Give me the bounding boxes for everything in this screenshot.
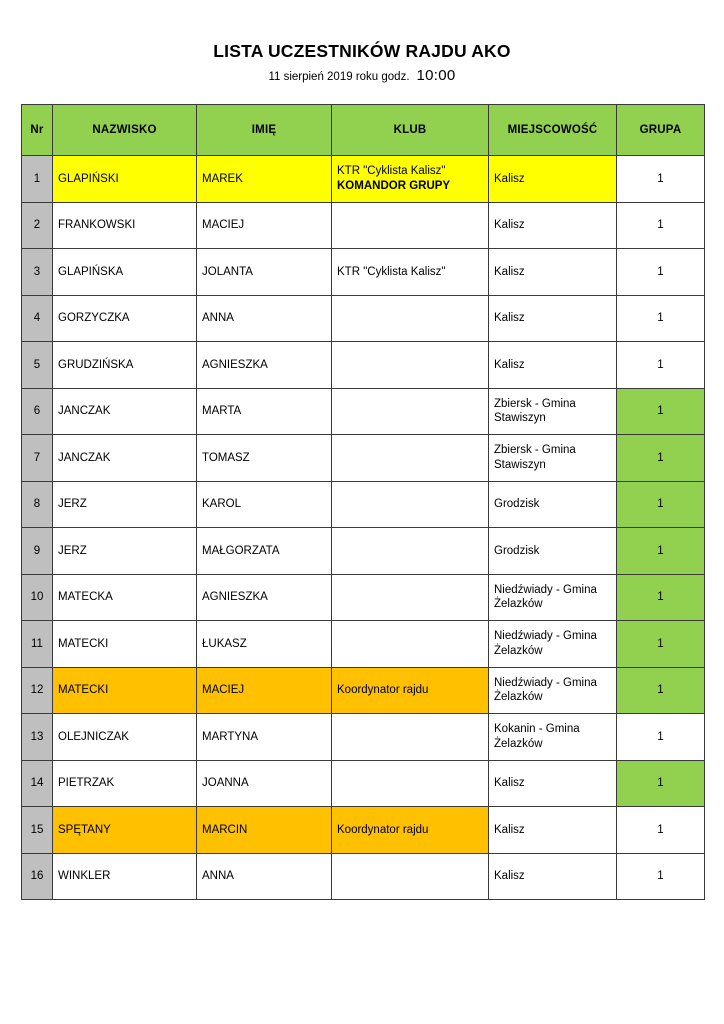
cell-imie: ANNA	[197, 295, 332, 342]
cell-nr: 6	[22, 388, 53, 435]
table-row	[22, 202, 705, 249]
cell-imie: MARTYNA	[197, 714, 332, 761]
table-row	[22, 574, 705, 621]
table-row	[22, 342, 705, 389]
cell-grupa: 1	[617, 574, 705, 621]
cell-nazwisko: OLEJNICZAK	[53, 714, 197, 761]
document-header	[0, 0, 724, 85]
cell-imie: MAREK	[197, 156, 332, 203]
cell-grupa: 1	[617, 156, 705, 203]
table-row	[22, 388, 705, 435]
column-header-nr: Nr	[22, 105, 53, 156]
table-row	[22, 156, 705, 203]
cell-imie: JOLANTA	[197, 249, 332, 296]
cell-imie: KAROL	[197, 481, 332, 528]
cell-klub	[332, 621, 489, 668]
cell-imie: ŁUKASZ	[197, 621, 332, 668]
table-row	[22, 760, 705, 807]
table-row	[22, 853, 705, 900]
column-header-grupa: GRUPA	[617, 105, 705, 156]
cell-grupa: 1	[617, 760, 705, 807]
cell-miejscowosc: Kalisz	[489, 760, 617, 807]
cell-nazwisko: MATECKI	[53, 667, 197, 714]
cell-nazwisko: MATECKA	[53, 574, 197, 621]
cell-grupa: 1	[617, 667, 705, 714]
cell-nr: 10	[22, 574, 53, 621]
cell-nazwisko: MATECKI	[53, 621, 197, 668]
cell-klub	[332, 667, 489, 714]
cell-grupa: 1	[617, 853, 705, 900]
cell-klub	[332, 388, 489, 435]
cell-klub	[332, 202, 489, 249]
cell-klub-line-1: Koordynator rajdu	[337, 823, 429, 836]
column-header-klub: KLUB	[332, 105, 489, 156]
cell-miejscowosc: Kalisz	[489, 295, 617, 342]
cell-klub	[332, 574, 489, 621]
cell-imie: TOMASZ	[197, 435, 332, 482]
cell-miejscowosc: Kalisz	[489, 156, 617, 203]
cell-miejscowosc: Kokanin - Gmina Żelazków	[489, 714, 617, 761]
cell-nr: 1	[22, 156, 53, 203]
cell-nazwisko: JERZ	[53, 481, 197, 528]
cell-miejscowosc: Niedźwiady - Gmina Żelazków	[489, 667, 617, 714]
table-row	[22, 621, 705, 668]
cell-klub	[332, 435, 489, 482]
cell-nr: 5	[22, 342, 53, 389]
cell-nr: 8	[22, 481, 53, 528]
cell-nr: 11	[22, 621, 53, 668]
table-row	[22, 481, 705, 528]
cell-imie: AGNIESZKA	[197, 574, 332, 621]
cell-klub-line-1: KTR "Cyklista Kalisz"	[337, 165, 446, 178]
cell-nazwisko: SPĘTANY	[53, 807, 197, 854]
cell-miejscowosc: Grodzisk	[489, 528, 617, 575]
cell-imie: MACIEJ	[197, 667, 332, 714]
cell-grupa: 1	[617, 528, 705, 575]
cell-klub-line-2: KOMANDOR GRUPY	[337, 179, 451, 192]
cell-imie: MARCIN	[197, 807, 332, 854]
cell-nr: 15	[22, 807, 53, 854]
cell-nr: 13	[22, 714, 53, 761]
column-header-miejscowosc: MIEJSCOWOŚĆ	[489, 105, 617, 156]
cell-nazwisko: JERZ	[53, 528, 197, 575]
cell-klub	[332, 481, 489, 528]
cell-grupa: 1	[617, 807, 705, 854]
cell-klub	[332, 853, 489, 900]
cell-imie: ANNA	[197, 853, 332, 900]
cell-nr: 3	[22, 249, 53, 296]
page-title: LISTA UCZESTNIKÓW RAJDU AKO	[213, 41, 511, 61]
cell-miejscowosc: Niedźwiady - Gmina Żelazków	[489, 621, 617, 668]
cell-grupa: 1	[617, 435, 705, 482]
cell-miejscowosc: Zbiersk - Gmina Stawiszyn	[489, 435, 617, 482]
cell-miejscowosc: Kalisz	[489, 807, 617, 854]
cell-klub	[332, 156, 489, 203]
table-header-row	[22, 105, 705, 156]
cell-klub	[332, 714, 489, 761]
cell-klub-line-1: KTR "Cyklista Kalisz"	[337, 265, 446, 278]
cell-imie: MACIEJ	[197, 202, 332, 249]
cell-nr: 12	[22, 667, 53, 714]
cell-klub	[332, 249, 489, 296]
cell-grupa: 1	[617, 714, 705, 761]
column-header-nazwisko: NAZWISKO	[53, 105, 197, 156]
cell-imie: JOANNA	[197, 760, 332, 807]
table-row	[22, 435, 705, 482]
table-row	[22, 528, 705, 575]
cell-miejscowosc: Niedźwiady - Gmina Żelazków	[489, 574, 617, 621]
table-body	[22, 156, 705, 900]
event-date-text: 11 sierpień 2019 roku godz.	[268, 71, 410, 84]
event-datetime	[0, 68, 724, 85]
cell-imie: MARTA	[197, 388, 332, 435]
cell-imie: AGNIESZKA	[197, 342, 332, 389]
cell-miejscowosc: Kalisz	[489, 202, 617, 249]
cell-nazwisko: JANCZAK	[53, 435, 197, 482]
column-header-imie: IMIĘ	[197, 105, 332, 156]
cell-klub-line-1: Koordynator rajdu	[337, 684, 429, 697]
cell-miejscowosc: Kalisz	[489, 853, 617, 900]
cell-miejscowosc: Grodzisk	[489, 481, 617, 528]
cell-klub	[332, 295, 489, 342]
cell-grupa: 1	[617, 295, 705, 342]
cell-nr: 9	[22, 528, 53, 575]
cell-nazwisko: GORZYCZKA	[53, 295, 197, 342]
cell-nazwisko: FRANKOWSKI	[53, 202, 197, 249]
participants-table	[21, 104, 705, 900]
cell-imie: MAŁGORZATA	[197, 528, 332, 575]
table-row	[22, 667, 705, 714]
table-row	[22, 295, 705, 342]
cell-grupa: 1	[617, 621, 705, 668]
cell-nazwisko: JANCZAK	[53, 388, 197, 435]
cell-nr: 2	[22, 202, 53, 249]
cell-nr: 16	[22, 853, 53, 900]
table-row	[22, 249, 705, 296]
cell-klub	[332, 342, 489, 389]
cell-nazwisko: GLAPIŃSKI	[53, 156, 197, 203]
cell-nazwisko: GLAPIŃSKA	[53, 249, 197, 296]
cell-grupa: 1	[617, 342, 705, 389]
event-time-text: 10:00	[416, 67, 456, 85]
cell-nr: 4	[22, 295, 53, 342]
cell-grupa: 1	[617, 249, 705, 296]
cell-klub	[332, 760, 489, 807]
cell-grupa: 1	[617, 481, 705, 528]
table-row	[22, 807, 705, 854]
cell-miejscowosc: Zbiersk - Gmina Stawiszyn	[489, 388, 617, 435]
cell-klub	[332, 807, 489, 854]
cell-grupa: 1	[617, 202, 705, 249]
cell-nr: 14	[22, 760, 53, 807]
table-row	[22, 714, 705, 761]
cell-nazwisko: GRUDZIŃSKA	[53, 342, 197, 389]
table-head	[22, 105, 705, 156]
cell-klub	[332, 528, 489, 575]
cell-miejscowosc: Kalisz	[489, 342, 617, 389]
cell-nr: 7	[22, 435, 53, 482]
cell-nazwisko: WINKLER	[53, 853, 197, 900]
cell-miejscowosc: Kalisz	[489, 249, 617, 296]
cell-grupa: 1	[617, 388, 705, 435]
participants-table-wrapper	[21, 104, 704, 900]
cell-nazwisko: PIETRZAK	[53, 760, 197, 807]
